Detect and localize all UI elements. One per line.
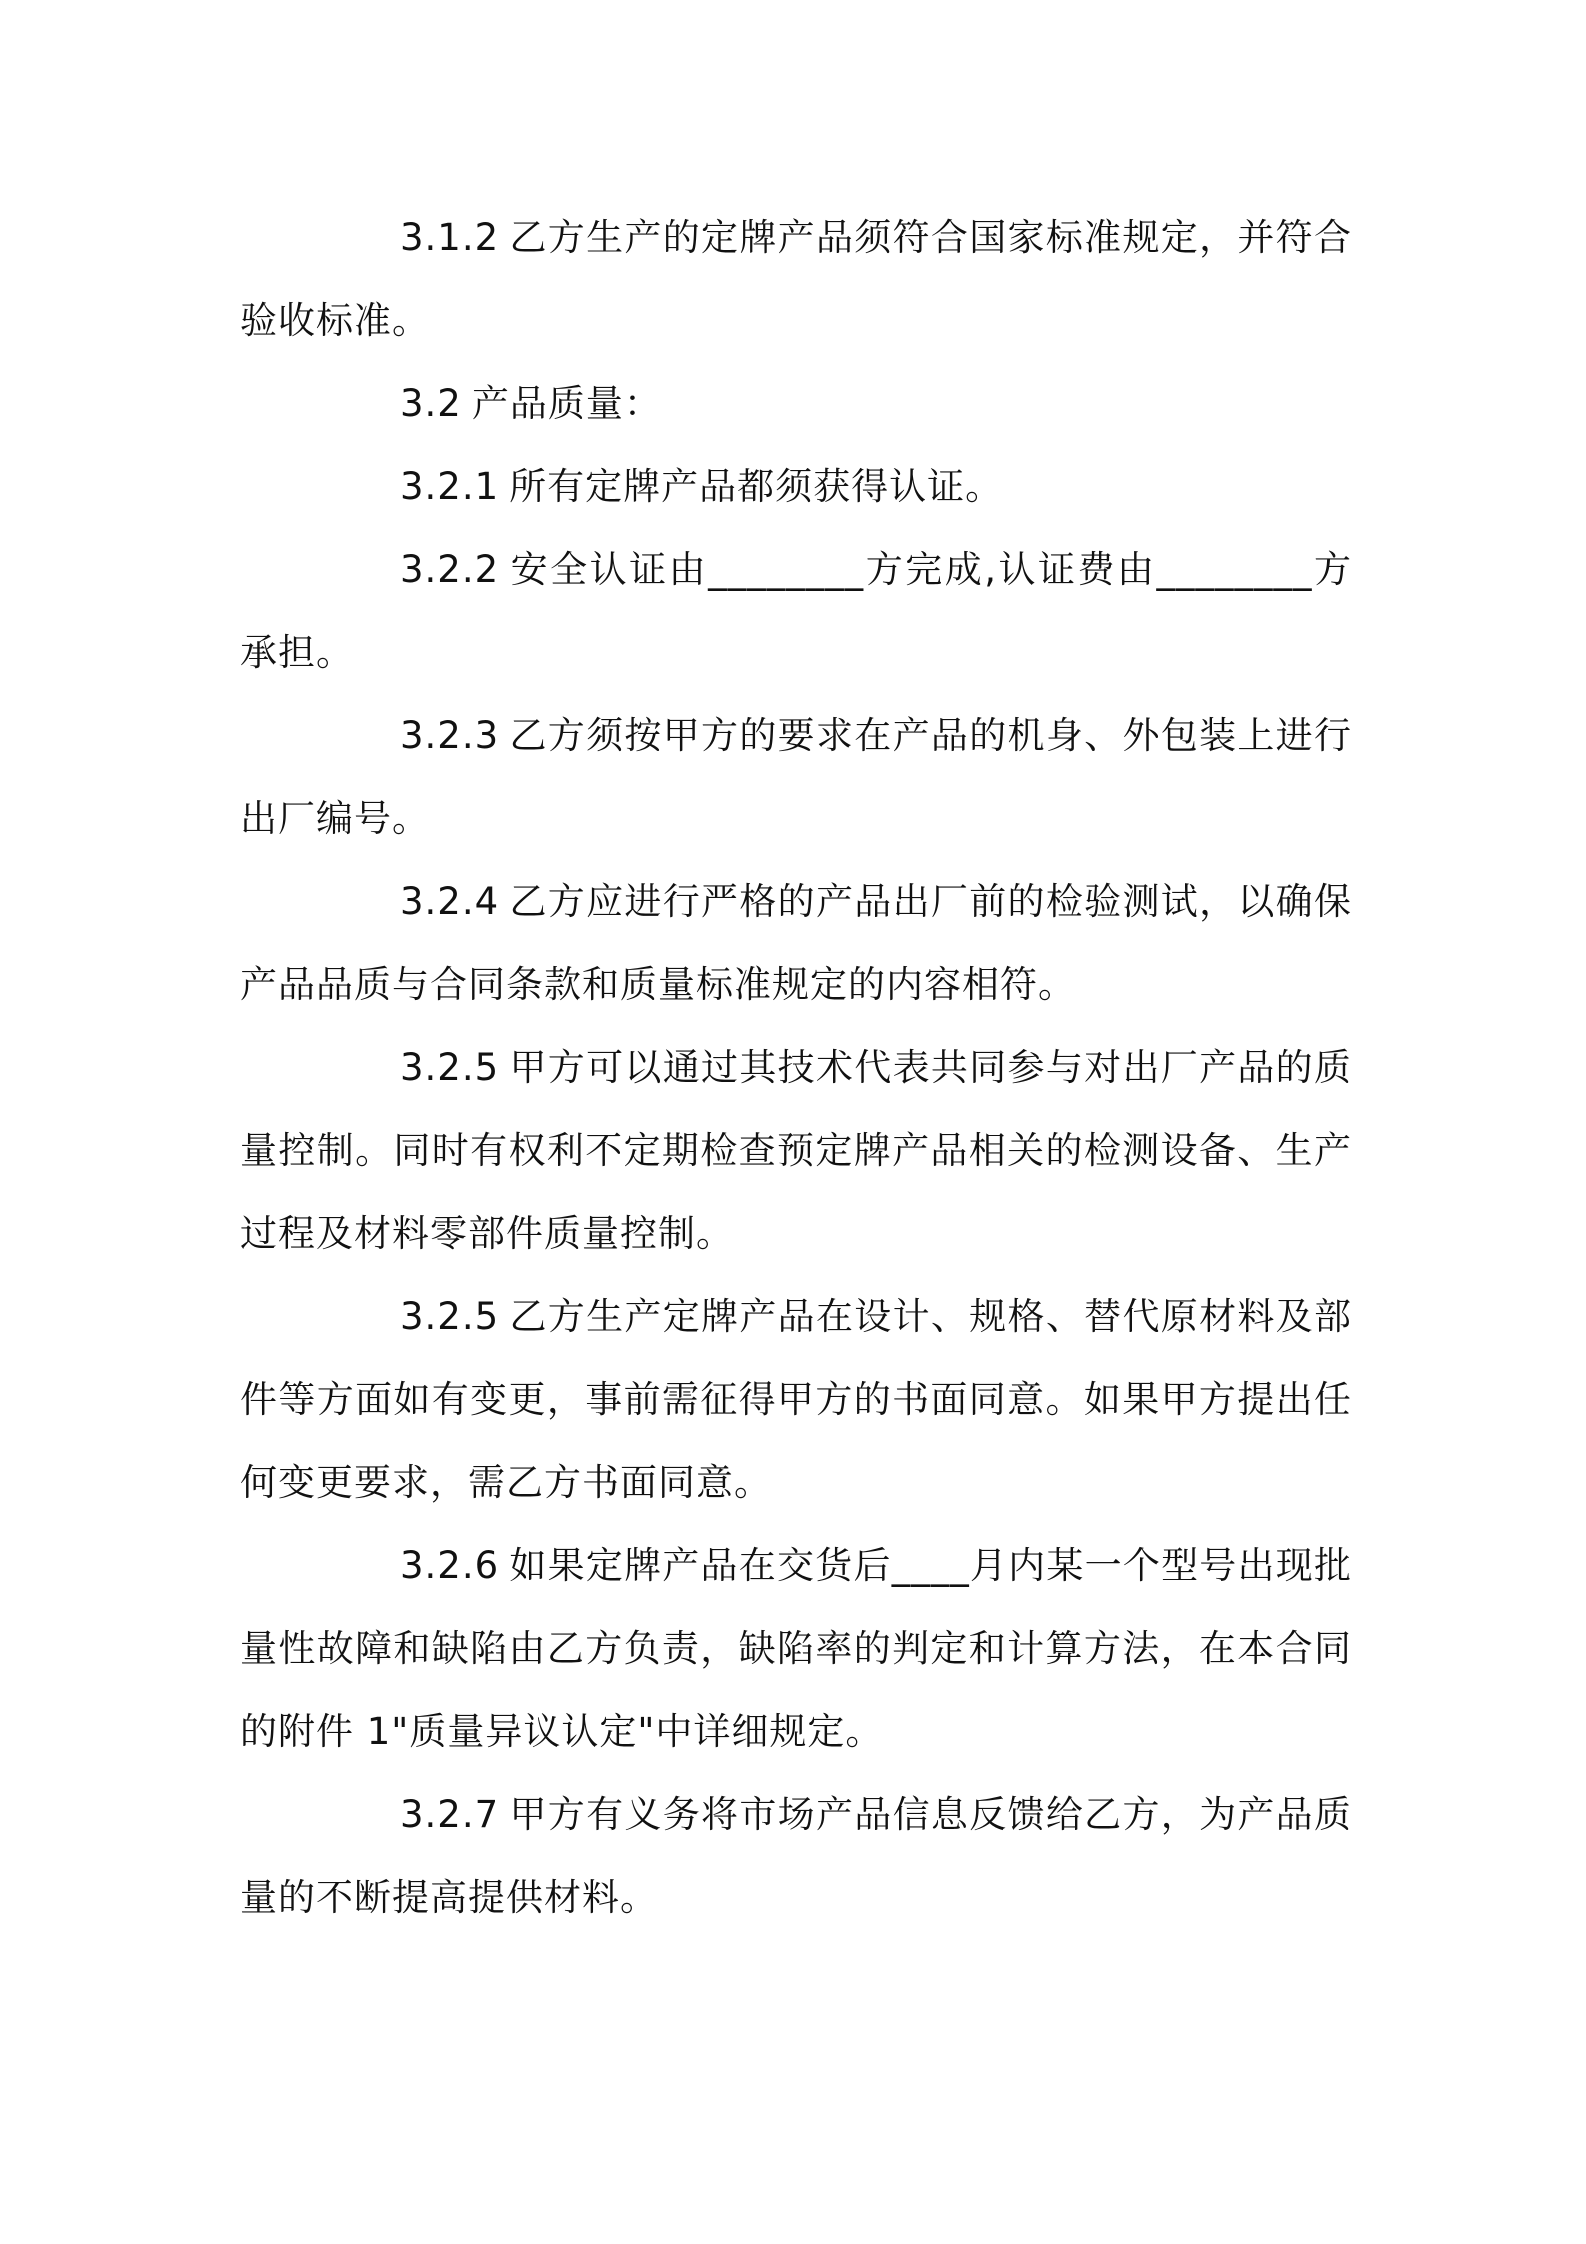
clause-number: 3.2.3 bbox=[400, 714, 500, 757]
section-heading: 产品质量： bbox=[471, 382, 662, 425]
paragraph-3-2-7 bbox=[240, 1773, 1352, 1939]
paragraph-3-2-3 bbox=[240, 694, 1352, 860]
clause-text: 乙方须按甲方的要求在产品的机身、外包装上进行出厂编号。 bbox=[240, 714, 1352, 840]
clause-number: 3.1.2 bbox=[400, 216, 500, 259]
clause-text: 如果定牌产品在交货后____月内某一个型号出现批量性故障和缺陷由乙方负责，缺陷率的判定和计算方法，在本合同的附件 1"质量异议认定"中详细规定。 bbox=[240, 1544, 1352, 1753]
clause-number: 3.2.6 bbox=[400, 1544, 500, 1587]
clause-text: 甲方有义务将市场产品信息反馈给乙方，为产品质量的不断提高提供材料。 bbox=[240, 1793, 1352, 1919]
clause-text: 乙方生产定牌产品在设计、规格、替代原材料及部件等方面如有变更，事前需征得甲方的书面同意。如果甲方提出任何变更要求，需乙方书面同意。 bbox=[240, 1295, 1352, 1504]
clause-number: 3.2.5 bbox=[400, 1046, 500, 1089]
clause-number: 3.2.7 bbox=[400, 1793, 500, 1836]
paragraph-3-2-5-a bbox=[240, 1026, 1352, 1275]
paragraph-3-2 bbox=[240, 362, 1352, 445]
paragraph-3-2-4 bbox=[240, 860, 1352, 1026]
clause-text: 安全认证由________方完成,认证费由________方承担。 bbox=[240, 548, 1352, 674]
clause-text: 乙方应进行严格的产品出厂前的检验测试，以确保产品品质与合同条款和质量标准规定的内容相符。 bbox=[240, 880, 1352, 1006]
paragraph-3-2-2 bbox=[240, 528, 1352, 694]
clause-number: 3.2 bbox=[400, 382, 462, 425]
document-body bbox=[240, 196, 1352, 1939]
paragraph-3-2-1 bbox=[240, 445, 1352, 528]
clause-number: 3.2.2 bbox=[400, 548, 500, 591]
clause-number: 3.2.5 bbox=[400, 1295, 500, 1338]
clause-number: 3.2.1 bbox=[400, 465, 500, 508]
clause-text: 所有定牌产品都须获得认证。 bbox=[509, 465, 1004, 508]
paragraph-3-1-2 bbox=[240, 196, 1352, 362]
clause-text: 乙方生产的定牌产品须符合国家标准规定，并符合验收标准。 bbox=[240, 216, 1352, 342]
paragraph-3-2-5-b bbox=[240, 1275, 1352, 1524]
paragraph-3-2-6 bbox=[240, 1524, 1352, 1773]
clause-text: 甲方可以通过其技术代表共同参与对出厂产品的质量控制。同时有权利不定期检查预定牌产品相关的检测设备、生产过程及材料零部件质量控制。 bbox=[240, 1046, 1352, 1255]
clause-number: 3.2.4 bbox=[400, 880, 500, 923]
